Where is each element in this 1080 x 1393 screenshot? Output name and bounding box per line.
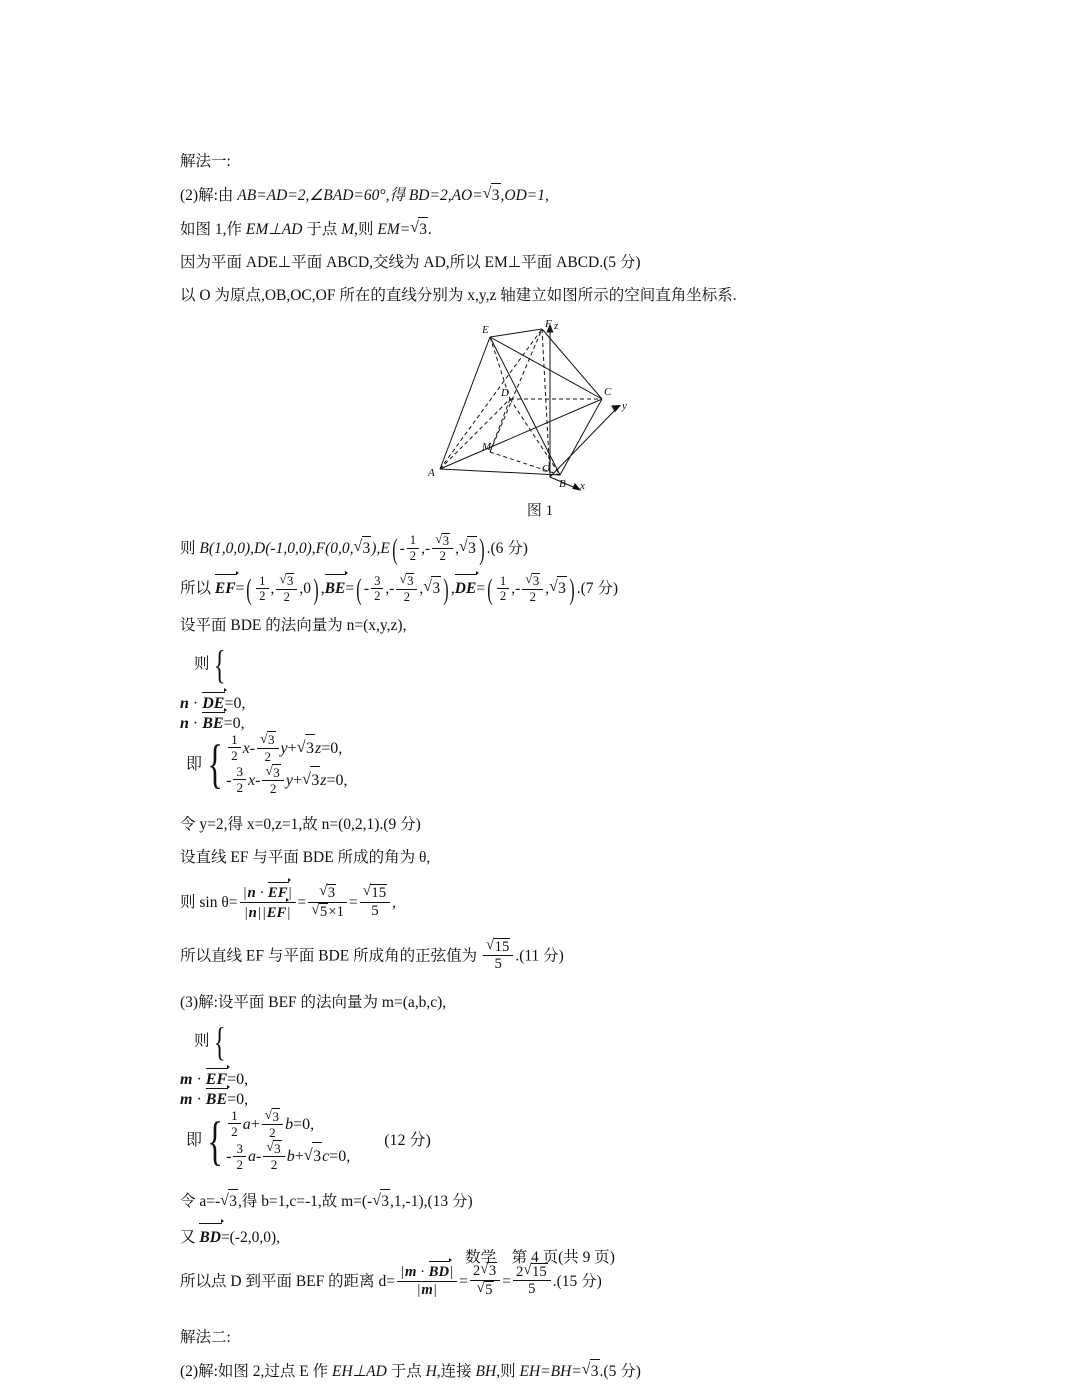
svg-text:O: O <box>542 463 550 476</box>
paren-close: ) <box>479 533 485 566</box>
svg-text:C: C <box>604 386 612 399</box>
vector-BE: BE <box>325 575 346 601</box>
frac-sqrt15-over-5: √ $\frac{15}{5}$ <box>360 884 390 920</box>
line-vector-bd: 又 BD =(-2,0,0), <box>180 1224 900 1250</box>
figure-1-svg <box>370 317 710 492</box>
line-solve-normal: 令 y=2,得 x=0,z=1,故 n=(0,2,1).(9 分) <box>180 816 421 834</box>
page-footer: 数学 第 4 页(共 9 页) <box>465 1249 615 1266</box>
line-part3-normal-bef: (3)解:设平面 BEF 的法向量为 m=(a,b,c), <box>180 993 447 1011</box>
given-equalities: AB=AD=2,∠BAD=60°, <box>237 187 390 205</box>
equation-system-2: { $\frac{1}{2}$ x- √ $\frac{3}{2}$ y+ √ 3z=0, - $\frac{3}{2}$ x- √ $\frac{3}{2}$ y+ √ 3z=0, <box>202 733 348 797</box>
frac-one-half: $\frac{1}{2}$ <box>407 533 419 563</box>
line-system-bef: 则 { <box>194 1018 225 1064</box>
line-sin-theta: 则 sin θ= |n · EF | |n| |EF | = √ 3 √ 5×1 = √ $\frac{15}{5}$ , <box>180 884 900 923</box>
paren-open: ( <box>392 533 398 566</box>
figure-caption: 图 1 <box>526 503 554 520</box>
svg-text:F: F <box>545 318 552 331</box>
svg-text:E: E <box>482 324 489 337</box>
frac-2sqrt15-over-5: $\frac{2 √ 15}{5}$ <box>513 1263 551 1299</box>
line-distance: 所以点 D 到平面 BEF 的距离 d= |m · BD | |m| = 2 √ 3 √ 5 = $\frac{2 √ 15}{5}$ .(15 分) <box>180 1264 900 1301</box>
svg-text:A: A <box>428 467 435 480</box>
heading-method-one: 解法一: <box>180 153 231 170</box>
svg-text:M: M <box>482 441 492 454</box>
vector-DE: DE <box>455 575 477 601</box>
svg-text:x: x <box>580 480 585 493</box>
svg-text:z: z <box>554 320 559 333</box>
sqrt-3: √ 3 <box>410 217 428 242</box>
solution-body: 解法一: (2)解:由 AB=AD=2,∠BAD=60°,得 BD=2,AO= √ 3,OD=1, 如图 1,作 EM⊥AD 于点 M,则 EM= √ 3. 因为平面 ADE⊥平面 ABCD,交线为 AD,所以 EM⊥平面 ABCD.(5 分) 以 O 为原点,OB,OC,OF 所在的直线分别为 x,y,z 轴建立如图所示的空间直角坐标系. z F E D C y M O A B x 图 1 则 B(1,0,0),D(-1,0,0),F(0,0, √ 3),E( - $\frac{1}{2}$ ,- √ $\frac{3}{2}$ , √ 3 ) .(6 分) 所以 EF =( $\frac{1}{2}$ , √ $\frac{3}{2}$ ,0) ,BE =( - $\frac{3}{2}$ ,- √ $\frac{3}{2}$ , √ 3 ) ,DE =( $\frac{1}{2}$ ,- √ $\frac{3}{2}$ , √ 3 ) .(7 分) 设平面 BDE 的法向量为 n=(x,y,z), 则 { n · DE =0, n · BE =0, 即 { $\frac{1}{2}$ x- √ $\frac{3}{2}$ y+ √ 3z=0, - $\frac{3}{2}$ x- √ $\frac{3}{2}$ y+ √ 3z=0, 令 y=2,得 x=0,z=1,故 n=(0,2,1).(9 分) 设直线 EF 与平面 BDE 所成的角为 θ, 则 sin θ= |n · EF | |n| |EF | = √ 3 √ 5×1 = √ $\frac{15}{5}$ , 所以直线 EF 与平面 BDE 所成角的正弦值为 √ $\frac{15}{5}$ .(11 分) (3)解:设平面 BEF 的法向量为 m=(a,b,c), 则 { m · EF =0, m · BE =0, 即 { $\frac{1}{2}$ a+ √ $\frac{3}{2}$ b=0, - $\frac{3}{2}$ a- √ $\frac{3}{2}$ b+ √ 3c=0, (12 分) 令 a=- √ 3,得 b=1,c=-1,故 m=(- √ 3,1,-1),(13 分) 又 BD =(-2,0,0), 所以点 D 到平面 BEF 的距离 d= |m · BD | |m| = 2 √ 3 √ 5 = $\frac{2 √ 15}{5}$ .(15 分) 解法二: (2)解:如图 2,过点 E 作 EH⊥AD 于点 H,连接 BH,则 EH=BH= √ 3.(5 分) <box>180 150 900 1393</box>
frac-dot-product: |n · EF | |n| |EF | <box>240 883 296 922</box>
svg-text:y: y <box>622 400 627 413</box>
sqrt-3: √ 3 <box>354 536 372 561</box>
line-coordinate-setup: 以 O 为原点,OB,OC,OF 所在的直线分别为 x,y,z 轴建立如图所示的空间直角坐标系. <box>180 287 737 305</box>
frac-sqrt3-over-2: √ $\frac{3}{2}$ <box>432 533 453 564</box>
line-method2-part2: (2)解:如图 2,过点 E 作 EH⊥AD 于点 H,连接 BH,则 EH=BH= √ 3.(5 分) <box>180 1359 900 1384</box>
svg-text:B: B <box>559 478 566 491</box>
line-vectors: 所以 EF =( $\frac{1}{2}$ , √ $\frac{3}{2}$ ,0) ,BE =( - $\frac{3}{2}$ ,- √ $\frac{3}{2}$ , √ 3 ) ,DE =( $\frac{1}{2}$ ,- √ $\frac{3}{2}$ , √ 3 ) .(7 分) <box>180 574 900 605</box>
line-solve-m: 令 a=- √ 3,得 b=1,c=-1,故 m=(- √ 3,1,-1),(13 分) <box>180 1189 900 1214</box>
line-construct-em: 如图 1,作 EM⊥AD 于点 M,则 EM= √ 3. <box>180 217 900 242</box>
line-system-bde: 则 { <box>194 642 225 688</box>
sqrt-3: √ 3 <box>483 183 501 208</box>
frac-sqrt15-over-5: √ $\frac{15}{5}$ <box>483 938 513 974</box>
frac-distance: |m · BD | |m| <box>397 1262 457 1299</box>
heading-method-two: 解法二: <box>180 1329 231 1347</box>
frac-2sqrt3-over-sqrt5: 2 √ 3 √ 5 <box>470 1262 500 1299</box>
figure-1 <box>180 317 900 497</box>
line-angle-theta: 设直线 EF 与平面 BDE 所成的角为 θ, <box>180 849 431 867</box>
vector-BD: BD <box>199 1224 221 1250</box>
vector-EF: EF <box>215 575 236 601</box>
line-plane-perpendicular: 因为平面 ADE⊥平面 ABCD,交线为 AD,所以 EM⊥平面 ABCD.(5 分) <box>180 254 641 272</box>
line-normal-vector-bde: 设平面 BDE 的法向量为 n=(x,y,z), <box>180 617 407 635</box>
equation-system-3: { <box>213 1018 225 1064</box>
svg-text:D: D <box>501 387 509 400</box>
line-coordinates: 则 B(1,0,0),D(-1,0,0),F(0,0, √ 3),E( - $\frac{1}{2}$ ,- √ $\frac{3}{2}$ , √ 3 ) .(6 分) <box>180 534 900 565</box>
line-part2-given: (2)解:由 AB=AD=2,∠BAD=60°,得 BD=2,AO= √ 3,OD=1, <box>180 183 900 208</box>
frac-sqrt3-over-sqrt5: √ 3 √ 5×1 <box>308 884 347 921</box>
line-result-sine: 所以直线 EF 与平面 BDE 所成角的正弦值为 √ $\frac{15}{5}$ .(11 分) <box>180 939 900 975</box>
equation-system-1: { <box>213 642 225 688</box>
equation-system-4: { $\frac{1}{2}$ a+ √ $\frac{3}{2}$ b=0, - $\frac{3}{2}$ a- √ $\frac{3}{2}$ b+ √ 3c=0, <box>202 1109 350 1173</box>
